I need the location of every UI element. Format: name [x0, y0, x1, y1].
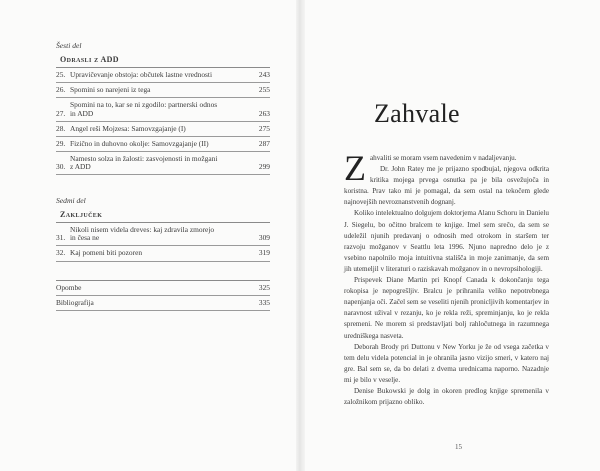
toc-entry-number: 25.: [56, 70, 66, 80]
body-paragraph: Denise Bukowski je dolg in okoren predlog knjige spremenila v založnikom prijazno obliko.: [344, 386, 549, 407]
toc-entry-number: 26.: [56, 85, 66, 95]
toc-entry-title-line: Angel reši Mojzesa: Samovzgajanje (I): [70, 123, 186, 133]
toc-entry-title: [70, 226, 253, 242]
chapter-title: Zahvale: [374, 99, 460, 128]
body-paragraph: Prispevek Diane Martin pri Knopf Canada k dokončanju tega rokopisa je nepogrešljiv. Bralcu je prihranila veliko nepotrebnega napenjanja oči. Začel sem se veseliti njenih pronicljivih komentarjev in naravnost užival v rezanju, ko je rekla reži, spreminjanju, ko je rekla spremeni. Ne morem si predstavljati bolj rahločutnega in razumnega uredniškega nasveta.: [344, 276, 549, 340]
part-label: Šesti del: [56, 41, 82, 50]
toc-entry-number: 29.: [56, 138, 66, 148]
drop-cap: Z: [344, 148, 366, 188]
toc-entry-page: 309: [258, 233, 270, 243]
toc-entry-title-line: Fizično in duhovno okolje: Samovzgajanje (II): [70, 138, 209, 148]
toc-entry-page: 275: [258, 123, 270, 133]
toc-entry-page: 243: [258, 70, 270, 80]
toc-entry[interactable]: [56, 68, 270, 83]
toc-entry[interactable]: [56, 296, 270, 311]
toc-entry[interactable]: [56, 98, 270, 121]
toc-entry-number: 31.: [56, 233, 66, 243]
toc-entry-page: 299: [258, 162, 270, 172]
toc-entries: [56, 68, 270, 175]
toc-part-six: [56, 42, 270, 175]
page-number: 15: [455, 443, 462, 451]
toc-entries: [56, 281, 270, 311]
toc-entry-title: [70, 140, 253, 148]
toc-entry[interactable]: [56, 281, 270, 296]
toc-entry-page: 325: [258, 283, 270, 292]
toc-entry[interactable]: [56, 122, 270, 137]
toc-entry-title: [70, 71, 253, 79]
toc-entry-page: 263: [258, 108, 270, 118]
body-paragraph: Deborah Brody pri Duttonu v New Yorku je že od vsega začetka v tem delu videla potencial in je ohranila jasno vizijo smeri, v katero naj gre. Bal sem se, da bo delati z dvema urednicama naporno. Nazadnje mi je bilo v veselje.: [344, 342, 549, 384]
toc-entry-title-line: Kaj pomeni biti pozoren: [70, 248, 143, 258]
book-gutter: [296, 0, 305, 471]
toc-entry[interactable]: [56, 246, 270, 261]
toc-entry-title-line: Opombe: [56, 283, 82, 292]
toc-entry[interactable]: [56, 137, 270, 152]
toc-entry[interactable]: [56, 152, 270, 175]
toc-entry-number: 28.: [56, 123, 66, 133]
toc-entry-page: 335: [258, 298, 270, 308]
toc-entry-title: [56, 284, 253, 292]
toc-entry-number: 27.: [56, 108, 66, 118]
toc-entry-title-line: Upravičevanje obstoja: občutek lastne vrednosti: [70, 70, 213, 80]
toc-entry-title: [70, 101, 253, 117]
toc-entry[interactable]: [56, 223, 270, 246]
toc-backmatter: [56, 280, 270, 311]
toc-entries: [56, 223, 270, 261]
part-title: Odrasli z ADD: [60, 55, 119, 65]
toc-part-seven: [56, 197, 270, 262]
part-title: Zaključek: [60, 210, 103, 220]
toc-entry-title-line: Namesto solza in žalosti: zasvojenosti in možgani: [70, 153, 218, 163]
toc-entry-number: 30.: [56, 162, 66, 172]
part-label: Sedmi del: [56, 196, 86, 205]
toc-entry-page: 287: [258, 138, 270, 148]
toc-entry-title: [56, 299, 253, 307]
toc-entry-title-line: Spomini so narejeni iz tega: [70, 85, 151, 95]
toc-entry-title: [70, 86, 253, 94]
body-paragraph-text: ahvaliti se moram vsem navedenim v nadaljevanju.: [370, 154, 517, 162]
toc-entry-title-line: Nikoli nisem videla dreves: kaj zdravila zmorejo: [70, 225, 215, 235]
toc-entry-title: [70, 249, 253, 257]
toc-entry-page: 255: [258, 85, 270, 95]
toc-entry-title-line: Spomini na to, kar se ni zgodilo: partnerski odnos: [70, 100, 218, 110]
toc-entry-number: 32.: [56, 248, 66, 258]
chapter-body: [344, 148, 549, 408]
toc-entry-title-line: z ADD: [70, 162, 91, 172]
toc-entry-title: [70, 125, 253, 133]
toc-entry-title: [70, 155, 253, 171]
toc-entry[interactable]: [56, 83, 270, 98]
body-paragraph: Dr. John Ratey me je prijazno spodbujal, njegova odkrita kritika mojega prvega osnutka pa je bila osvežujoča in koristna. Prav tako mi je pomagal, da sem ostal na tekočem glede najnovejših nevroznanstvenih dognanj.: [344, 165, 549, 207]
toc-entry-title-line: Bibliografija: [56, 298, 94, 308]
toc-entry-title-line: in česa ne: [70, 233, 100, 243]
toc-entry-page: 319: [258, 248, 270, 258]
body-paragraph: Koliko intelektualno dolgujem doktorjema Alanu Schoru in Danielu J. Siegelu, bo očitno bralcem te knjige. Imel sem srečo, da sem se udeležil njunih predavanj o odnosih med otrokom in staršem ter razvoju možganov v Seattlu leta 1996. Njuno napredno delo je z vsebino napolnilo moja intuitivna stališča in moje zanimanje, da sem jih utemeljil v literaturi o raziskavah možganov in o nevropsihologiji.: [344, 209, 549, 273]
toc-entry-title-line: in ADD: [70, 108, 94, 118]
